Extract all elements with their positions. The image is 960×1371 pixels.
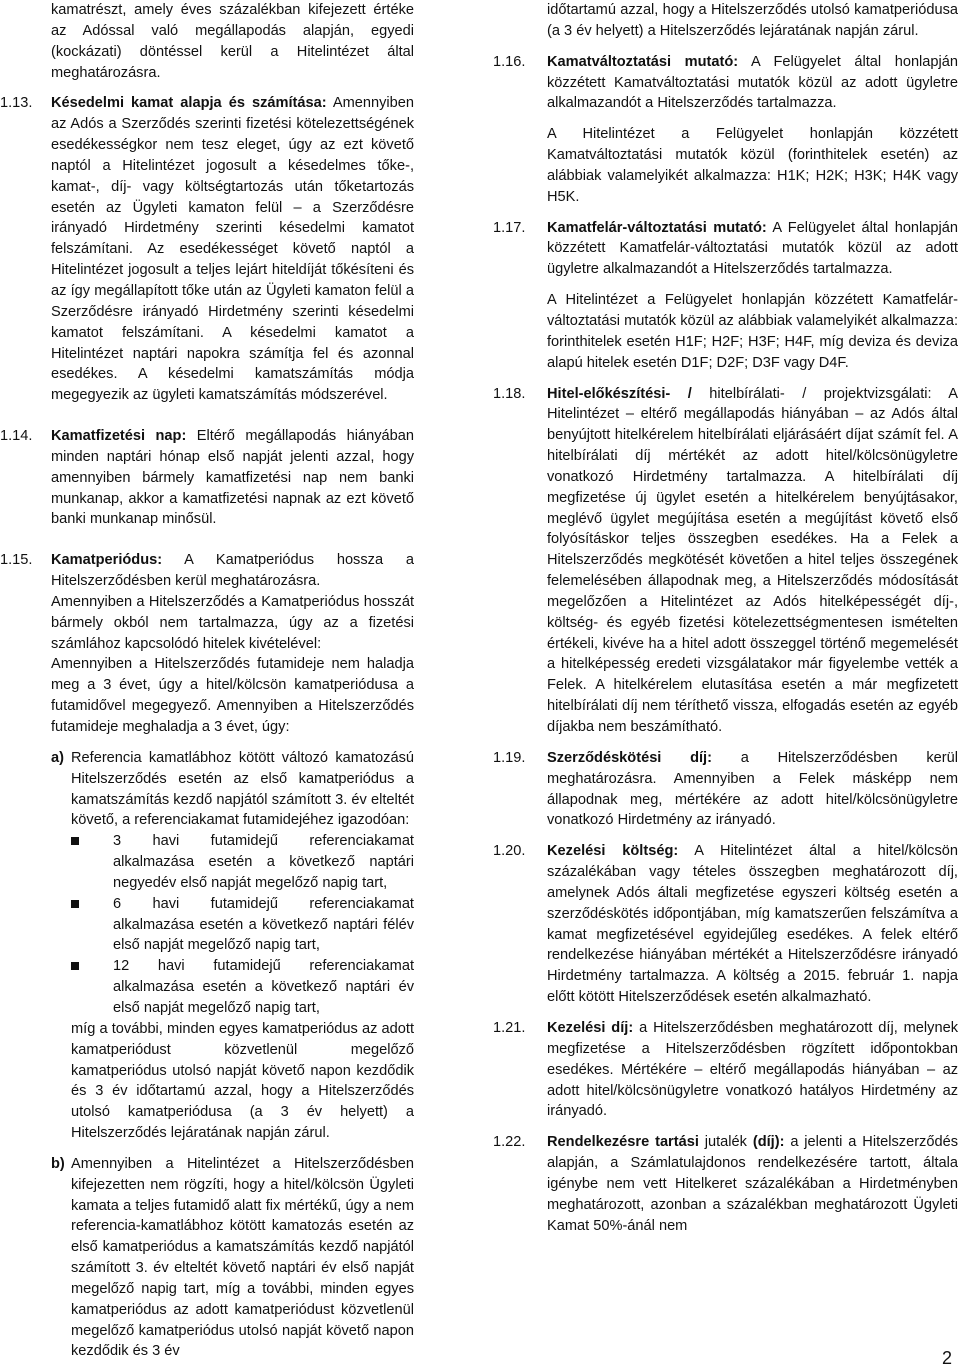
bullet-item <box>71 956 414 1019</box>
paragraph: míg a további, minden egyes kamatperiódus az adott kamatperiódust közvetlenül megelőző kamatperiódus utolsó napját követő napon kezdődik és 3 év időtartamú azzal, hogy a Hitelszerződés utolsó kamatperiódusa (a 3 év helyett) a Hitelszerződés lejáratának napján zárul. <box>71 1020 414 1142</box>
section-number: 1.15. <box>0 552 33 569</box>
section-body: A Hitelintézet által a hitel/kölcsön százalékában vagy tételes összegben meghatározott díj, amelynek Adós általi megfizetése egyszeri költség esetén a szerződéskötés időpontjában, míg kamatszerűen felszámítva a kamat megfizetésével egyidejűleg esedékes. A felek eltérő rendelkezése hiányában mértékét a Hitelszerződésre irányadó Hirdetmény tartalmazza. A költség a 2015. február 1. napja előtt kötött Hitelszerződések esetén alkalmazható. <box>547 843 958 1006</box>
section-title: Kezelési költség: <box>547 843 679 860</box>
section-title: Hitel-előkészítési- / <box>547 385 692 402</box>
section-body: a Hitelszerződésben meghatározott díj, melynek megfizetése a Hitelszerződésben rögzített időpontokban esedékes. Mértékére – eltérő megállapodás hiányában – az adott hitel/kölcsönügyletre vonatkozó hatályos Hirdetmény az irányadó. <box>547 1019 958 1120</box>
section-title-part2: (díj): <box>752 1134 785 1151</box>
bullet-item <box>71 831 414 894</box>
section-text <box>547 748 958 831</box>
left-column <box>0 0 414 1362</box>
section-title: Kezelési díj: <box>547 1019 634 1036</box>
intro-paragraph-left: kamatrészt, amely éves százalékban kifejezett értéke az Adóssal való megállapodás alapján, egyedi (kockázati) döntéssel kerül a Hitelintézet által meghatározásra. <box>51 2 414 81</box>
section-number: 1.18. <box>493 385 526 402</box>
bullet-text: 12 havi futamidejű referenciakamat alkalmazása esetén a következő naptári év első napját megelőző napig tart, <box>113 958 414 1016</box>
subitem-text: Referencia kamatlábhoz kötött változó kamatozású Hitelszerződés esetén az első kamatperiódus a kamatszámítás kezdő napjától számított 3. év elteltét követő, a referenciakamat futamidejéhez igazodóan: <box>71 749 414 829</box>
section-1-17 <box>493 218 958 281</box>
section-1-18 <box>493 384 958 738</box>
section-text <box>547 1018 958 1122</box>
section-1-15 <box>0 550 414 592</box>
section-body: Eltérő megállapodás hiányában minden naptári hónap első napját jelenti azzal, hogy amennyiben bármely kamatfizetési nap nem banki munkanap, akkor a kamatfizetési napnak az ezt követő banki munkanap minősül. <box>51 428 414 528</box>
section-body: A Felügyelet által honlapján közzétett Kamatfelár-változtatási mutatók közül az adott ügyletre alkalmazandót a Hitelszerződés tartalmazza. <box>547 219 958 278</box>
section-body: hitelbírálati- / projektvizsgálati: A Hitelintézet – eltérő megállapodás hiányában – az Adós által benyújtott hitelkérelem hitelbírálati eljárásáért díjat számít fel. A hitelbírálati díj mértékét az adott hitel/kölcsönügyletre vonatkozó Hirdetmény tartalmazza. A hitelbírálati díj megfizetése új ügylet esetén a hitelkérelem benyújtásakor, meglévő ügylet megújítása esetén a megújítást követő első folyósításkor teljes összegben esedékes. Ha a Felek a Hitelszerződés megkötését követően a hitel teljes összegének felemelésében állapodnak meg, a Hitelszerződés módosítását megelőzően a Hitelintézet az Adós hitelképességét díj-, költség- és egyéb fizetési kötelezettségmentesen ismételten értékeli, kivéve ha a hitel adott összeggel történő megemelését a hitelképesség eredeti vizsgálatakor már figyelembe vették a Felek. A hitelkérelem elutasítása esetén a már megfizetett hitelbírálati díj nem téríthető vissza, elfogadás esetén az egyéb díjakba nem beszámítható. <box>547 385 959 735</box>
section-title: Rendelkezésre tartási <box>547 1134 699 1151</box>
section-number: 1.20. <box>493 843 526 860</box>
section-title-word: jutalék <box>704 1134 753 1151</box>
section-number: 1.19. <box>493 749 526 766</box>
square-bullet-icon <box>71 837 79 845</box>
section-1-14 <box>0 426 414 530</box>
bullet-item <box>71 894 414 957</box>
bullet-text: 3 havi futamidejű referenciakamat alkalmazása esetén a következő naptári negyedév első napját megelőző napig tart, <box>113 833 414 891</box>
section-number: 1.13. <box>0 95 33 112</box>
section-number: 1.21. <box>493 1019 526 1036</box>
section-text <box>51 93 414 406</box>
section-text <box>51 426 414 530</box>
subitem-text: Amennyiben a Hitelintézet a Hitelszerződésben kifejezetten nem rögzíti, hogy a hitel/kölcsön Ügyleti kamata a teljes futamidő alatt fix mértékű, úgy a nem referencia-kamatlábhoz kötött kamatozás esetén az első kamatperiódus a kamatszámítás kezdő napjától számított 3. év elteltét követő naptári év első napját megelőző napig tart, míg a további, minden egyes kamatperiódus az adott kamatperiódust közvetlenül megelőző kamatperiódus utolsó napját követő napon kezdődik és 3 év <box>71 1155 414 1360</box>
subitem-label: b) <box>51 1155 65 1172</box>
section-title: Kamatfelár-változtatási mutató: <box>547 219 767 236</box>
section-title: Szerződéskötési díj: <box>547 749 712 766</box>
paragraph: Amennyiben a Hitelszerződés a Kamatperiódus hosszát bármely okból nem tartalmazza, úgy az a fizetési számlához kapcsolódó hitelek kivételével: <box>51 593 414 652</box>
section-body: A Felügyelet által honlapján közzétett Kamatváltoztatási mutatók közül az adott ügyletre alkalmazandót a Hitelszerződés tartalmazza. <box>547 53 959 112</box>
section-title: Kamatfizetési nap: <box>51 428 187 445</box>
section-text <box>547 841 958 1008</box>
intro-paragraph-right: időtartamú azzal, hogy a Hitelszerződés utolsó kamatperiódusa (a 3 év helyett) a Hitelszerződés lejáratának napján zárul. <box>547 2 958 39</box>
paragraph: Amennyiben a Hitelszerződés futamideje nem haladja meg a 3 évet, úgy a hitel/kölcsön kamatperiódusa a futamidővel megegyező. Amennyiben a Hitelszerződés futamideje meghaladja a 3 évet, úgy: <box>51 656 414 735</box>
section-title: Késedelmi kamat alapja és számítása: <box>51 95 327 112</box>
section-text <box>547 1132 958 1236</box>
square-bullet-icon <box>71 962 79 970</box>
section-1-21 <box>493 1018 958 1122</box>
section-body: A Kamatperiódus hossza a Hitelszerződésben kerül meghatározásra. <box>51 552 415 590</box>
section-1-13 <box>0 93 414 406</box>
page-number: 2 <box>941 1348 952 1369</box>
section-text <box>547 384 958 738</box>
section-number: 1.17. <box>493 219 526 236</box>
section-1-16 <box>493 52 958 115</box>
section-1-22 <box>493 1132 958 1236</box>
section-title: Kamatváltoztatási mutató: <box>547 53 739 70</box>
section-body: Amennyiben az Adós a Szerződés szerinti fizetési kötelezettségének esedékességkor nem tesz eleget, úgy az ezt követő naptól a Hitelintézet jogosult a késedelmes tőke-, kamat-, díj- vagy költségtartozás után tőketartozás esetén az Ügyleti kamaton felül – a Szerződésre irányadó Hirdetmény szerinti késedelmi kamatot felszámítani. Az esedékességet követő naptól a Hitelintézet jogosult a teljes lejárt hiteldíját tőkésíteni és az így megállapított tőke után az Ügyleti kamaton felül a Szerződésre irányadó Hirdetmény szerinti késedelmi kamatot felszámítani. A késedelmi kamatot a Hitelintézet naptári napokra számítja fel és azonnal esedékes. A késedelmi kamatszámítás módja megegyezik az ügyleti kamatszámítás módszerével. <box>51 95 414 404</box>
section-text <box>51 550 414 592</box>
subitem-b <box>51 1154 414 1362</box>
subitem-label: a) <box>51 749 64 766</box>
section-body: a Hitelszerződésben kerül meghatározásra. Amennyiben a Felek másképp nem állapodnak meg, mértékére az adott hitel/kölcsönügyletre vonatkozó Hirdetmény az irányadó. <box>547 749 958 829</box>
right-column <box>493 0 958 1236</box>
section-number: 1.22. <box>493 1134 526 1151</box>
section-text <box>547 52 958 115</box>
paragraph: A Hitelintézet a Felügyelet honlapján közzétett Kamatváltoztatási mutatók közül (forinthitelek esetén) az alábbiak valamelyikét alkalmazza: H1K; H2K; H3K; H4K vagy H5K. <box>547 126 958 205</box>
section-number: 1.16. <box>493 53 526 70</box>
paragraph: A Hitelintézet a Felügyelet honlapján közzétett Kamatfelár-változtatási mutatók közül az alábbiak valamelyikét alkalmazza: forinthitelek esetén H1F; H2F; H3F; H4F, míg deviza és deviza alapú hitelek esetén D1F; D2F; D3F vagy D4F. <box>547 292 958 371</box>
subitem-a <box>51 748 414 831</box>
square-bullet-icon <box>71 900 79 908</box>
section-1-20 <box>493 841 958 1008</box>
bullet-text: 6 havi futamidejű referenciakamat alkalmazása esetén a következő naptári félév első napját megelőző napig tart, <box>113 895 414 954</box>
section-title: Kamatperiódus: <box>51 552 163 569</box>
section-body: a jelenti a Hitelszerződés alapján, a Számlatulajdonos rendelkezésére tartott, általa igénybe nem vett Hitelkeret százalékában a Hirdetményben meghatározott, azonban a százalékban meghatározott Ügyleti Kamat 50%-ánál nem <box>547 1134 958 1234</box>
section-number: 1.14. <box>0 428 33 445</box>
section-text <box>547 218 958 281</box>
section-1-19 <box>493 748 958 831</box>
